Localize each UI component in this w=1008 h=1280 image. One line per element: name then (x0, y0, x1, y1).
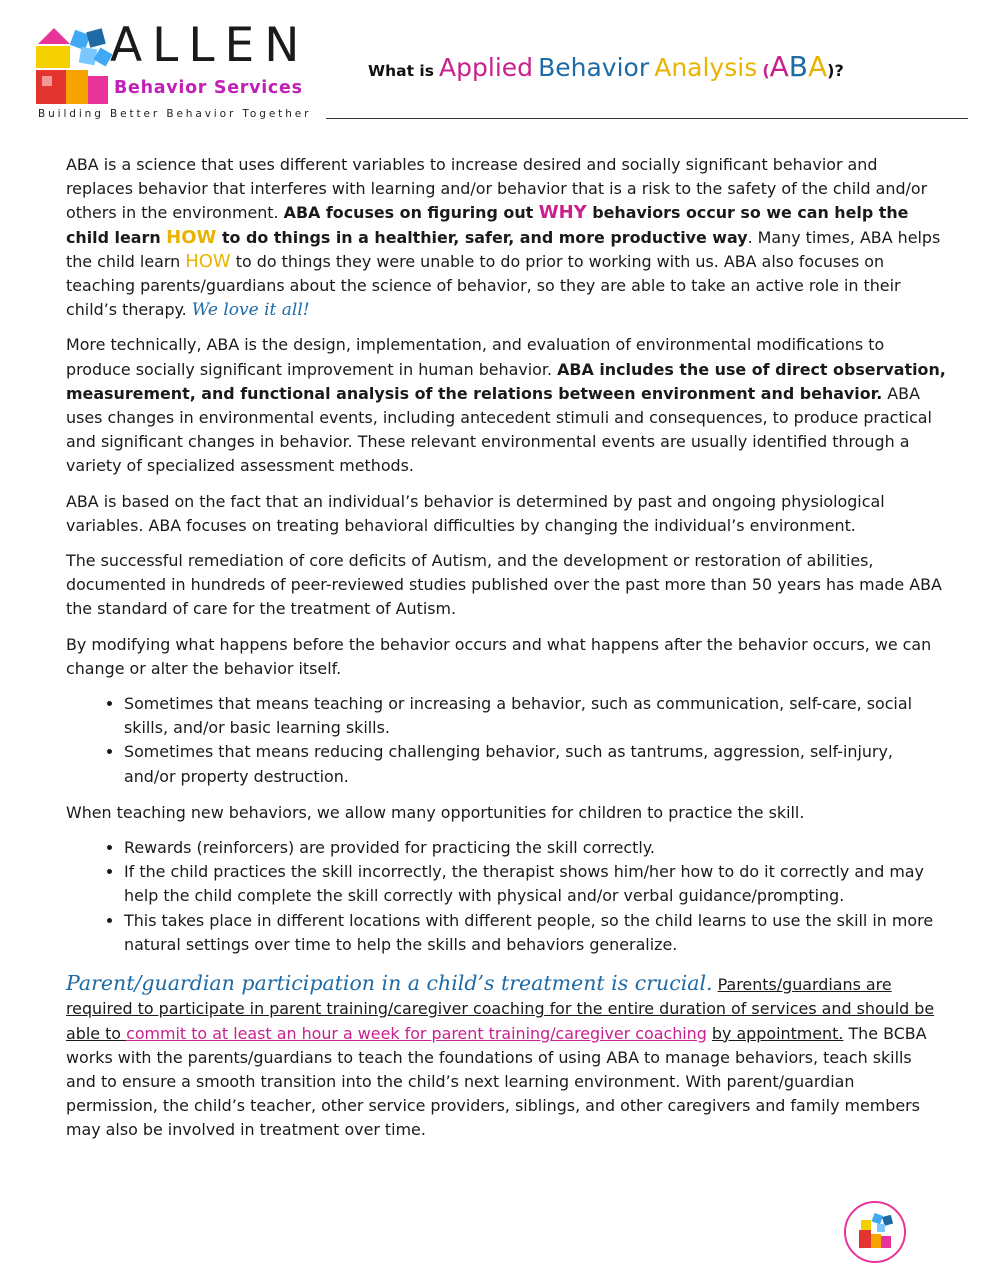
paragraph-modifying: By modifying what happens before the behavior occurs and what happens after the behavior occurs, we can change or alter the behavior itself. (66, 634, 932, 678)
list-teaching (66, 836, 946, 957)
document-body (66, 153, 946, 1154)
title-what-is: What is (368, 62, 434, 80)
title-applied: Applied (439, 53, 534, 82)
text: ABA is a science that uses different variables to increase desired and socially significant behavior and replaces behavior that interferes with learning and/or behavior that is a risk to the safety of the child and/or others in the environment. (66, 155, 928, 223)
toy-blocks-icon (36, 28, 112, 106)
crucial-heading: Parent/guardian participation in a child’s treatment is crucial. (66, 971, 713, 996)
bold-text: ABA focuses on figuring out (283, 203, 539, 223)
corner-blocks-icon (843, 1200, 907, 1264)
list-item: • Sometimes that means reducing challenging behavior, such as tantrums, aggression, self-injury, and/or property destruction. (124, 740, 946, 788)
paragraph-parent-participation (66, 971, 946, 1142)
list-behavior-changes (66, 692, 946, 789)
text: More technically, ABA is the design, implementation, and evaluation of environmental modifications to produce socially significant improvement in human behavior. (66, 335, 885, 379)
paragraph-autism: The successful remediation of core deficits of Autism, and the development or restoration of abilities, documented in hundreds of peer-reviewed studies published over the past more than 50 years has made ABA the standard of care for the treatment of Autism. (66, 551, 942, 619)
text: The BCBA works with the parents/guardians to teach the foundations of using ABA to manage behaviors, teach skills and to ensure a smooth transition into the child’s next learning environment. With parent/guardian permission, the child’s teacher, other service providers, siblings, and other caregivers and family members may also be involved in treatment over time. (66, 1023, 927, 1140)
text: to do things they were unable to do prior to working with us. ABA also focuses on teaching parents/guardians about the science of behavior, so they are able to take an active role in their child’s therapy. (66, 251, 901, 320)
commitment-text: commit to at least an hour a week for parent training/caregiver coaching (126, 1023, 707, 1043)
list-item: • Rewards (reinforcers) are provided for practicing the skill correctly. (124, 836, 946, 860)
page-title (368, 50, 844, 83)
underlined-text: Parents/guardians are required to participate in parent training/caregiver coaching for the entire duration of services and should be able to (66, 975, 935, 1043)
text: . Many times, ABA helps the child learn (66, 227, 941, 271)
underlined-text: by appointment. (711, 1023, 844, 1043)
paragraph-teaching: When teaching new behaviors, we allow many opportunities for children to practice the skill. (66, 802, 805, 822)
title-paren-open: ( (762, 61, 770, 80)
title-letter-a-second: A (808, 50, 828, 83)
how-emphasis: HOW (166, 226, 217, 248)
how-emphasis: HOW (185, 250, 231, 272)
bold-text: behaviors occur so we can help the child learn (66, 203, 909, 247)
we-love-it-all: We love it all! (191, 300, 310, 321)
tagline: Building Better Behavior Together (38, 108, 312, 120)
paragraph-technical (66, 333, 946, 478)
why-emphasis: WHY (538, 202, 587, 224)
text: ABA uses changes in environmental events, including antecedent stimuli and consequences, to produce practical and significant changes in behavior. These relevant environmental events are usually identified through a variety of specialized assessment methods. (66, 383, 932, 476)
list-item: • This takes place in different locations with different people, so the child learns to use the skill in more natural settings over time to help the skills and behaviors generalize. (124, 909, 946, 957)
title-paren-close: )? (827, 61, 844, 80)
brand-name: ALLEN (110, 18, 310, 73)
list-item: • Sometimes that means teaching or increasing a behavior, such as communication, self-care, social skills, and/or basic learning skills. (124, 692, 946, 740)
title-letter-b: B (788, 50, 809, 83)
list-item: • If the child practices the skill incorrectly, the therapist shows him/her how to do it correctly and may help the child complete the skill correctly with physical and/or verbal guidance/prompting. (124, 860, 946, 908)
bold-text: ABA includes the use of direct observation, measurement, and functional analysis of the relations between environment and behavior. (66, 359, 946, 403)
title-behavior: Behavior (538, 53, 650, 82)
title-letter-a: A (769, 50, 789, 83)
page-header (0, 0, 1008, 130)
bold-text: to do things in a healthier, safer, and more productive way (216, 227, 748, 247)
brand-subtitle: Behavior Services (114, 78, 303, 98)
paragraph-basis: ABA is based on the fact that an individual’s behavior is determined by past and ongoing physiological variables. ABA focuses on treating behavioral difficulties by changing the individual’s environment. (66, 491, 885, 535)
paragraph-intro (66, 153, 946, 322)
title-analysis: Analysis (654, 53, 758, 82)
header-divider (326, 118, 968, 119)
